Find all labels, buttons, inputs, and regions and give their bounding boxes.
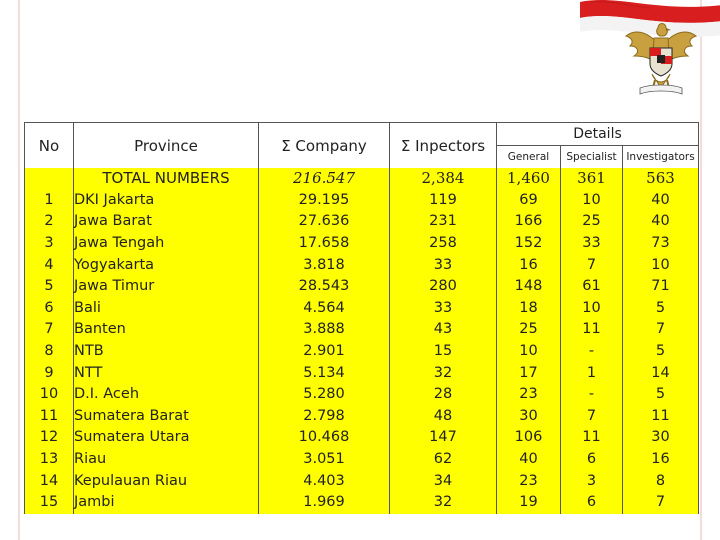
row-no: 2	[25, 211, 74, 233]
table-row	[25, 492, 699, 514]
row-province: D.I. Aceh	[74, 384, 259, 406]
row-inspectors: 34	[390, 470, 497, 492]
row-investigators: 40	[623, 190, 699, 212]
total-inspectors: 2,384	[390, 168, 497, 190]
row-province: Jawa Timur	[74, 276, 259, 298]
row-general: 69	[497, 190, 561, 212]
row-specialist: 11	[561, 319, 623, 341]
row-investigators: 7	[623, 492, 699, 514]
row-no: 15	[25, 492, 74, 514]
row-company: 1.969	[259, 492, 390, 514]
row-company: 27.636	[259, 211, 390, 233]
row-general: 30	[497, 406, 561, 428]
total-investigators: 563	[623, 168, 699, 190]
row-inspectors: 119	[390, 190, 497, 212]
row-inspectors: 43	[390, 319, 497, 341]
row-general: 10	[497, 341, 561, 363]
row-no: 11	[25, 406, 74, 428]
row-no: 6	[25, 298, 74, 320]
row-company: 28.543	[259, 276, 390, 298]
row-inspectors: 15	[390, 341, 497, 363]
row-specialist: 6	[561, 492, 623, 514]
table-row	[25, 276, 699, 298]
row-investigators: 14	[623, 362, 699, 384]
row-general: 25	[497, 319, 561, 341]
row-no: 3	[25, 233, 74, 255]
row-specialist: 33	[561, 233, 623, 255]
header-details: Details	[497, 123, 699, 146]
table-row	[25, 233, 699, 255]
row-no: 14	[25, 470, 74, 492]
row-inspectors: 147	[390, 427, 497, 449]
row-general: 18	[497, 298, 561, 320]
row-province: NTB	[74, 341, 259, 363]
row-inspectors: 33	[390, 298, 497, 320]
row-general: 19	[497, 492, 561, 514]
row-province: Jawa Barat	[74, 211, 259, 233]
header-investigators: Investigators	[623, 146, 699, 169]
row-specialist: 10	[561, 190, 623, 212]
row-province: NTT	[74, 362, 259, 384]
table-row	[25, 362, 699, 384]
row-company: 4.564	[259, 298, 390, 320]
garuda-emblem-icon	[622, 18, 700, 100]
row-investigators: 73	[623, 233, 699, 255]
table-row	[25, 341, 699, 363]
row-general: 148	[497, 276, 561, 298]
row-investigators: 8	[623, 470, 699, 492]
row-specialist: 7	[561, 406, 623, 428]
row-inspectors: 32	[390, 362, 497, 384]
header-inspectors: Σ Inpectors	[390, 123, 497, 169]
row-inspectors: 28	[390, 384, 497, 406]
table-row	[25, 298, 699, 320]
row-investigators: 71	[623, 276, 699, 298]
total-row	[25, 168, 699, 190]
row-company: 5.134	[259, 362, 390, 384]
row-province: Yogyakarta	[74, 254, 259, 276]
row-province: DKI Jakarta	[74, 190, 259, 212]
row-general: 40	[497, 449, 561, 471]
row-general: 166	[497, 211, 561, 233]
row-specialist: 10	[561, 298, 623, 320]
table-row	[25, 211, 699, 233]
row-province: Sumatera Utara	[74, 427, 259, 449]
row-inspectors: 231	[390, 211, 497, 233]
row-general: 23	[497, 470, 561, 492]
row-province: Bali	[74, 298, 259, 320]
row-no: 5	[25, 276, 74, 298]
table-row	[25, 406, 699, 428]
row-no: 1	[25, 190, 74, 212]
row-company: 5.280	[259, 384, 390, 406]
row-no: 7	[25, 319, 74, 341]
row-general: 17	[497, 362, 561, 384]
row-company: 3.888	[259, 319, 390, 341]
row-general: 23	[497, 384, 561, 406]
row-company: 3.051	[259, 449, 390, 471]
row-province: Jambi	[74, 492, 259, 514]
total-specialist: 361	[561, 168, 623, 190]
table-row	[25, 190, 699, 212]
row-province: Riau	[74, 449, 259, 471]
total-general: 1,460	[497, 168, 561, 190]
row-inspectors: 280	[390, 276, 497, 298]
row-inspectors: 33	[390, 254, 497, 276]
row-investigators: 5	[623, 341, 699, 363]
row-company: 10.468	[259, 427, 390, 449]
row-inspectors: 258	[390, 233, 497, 255]
row-company: 2.798	[259, 406, 390, 428]
row-specialist: 3	[561, 470, 623, 492]
row-province: Kepulauan Riau	[74, 470, 259, 492]
row-no: 13	[25, 449, 74, 471]
row-specialist: -	[561, 341, 623, 363]
row-investigators: 5	[623, 298, 699, 320]
row-specialist: 25	[561, 211, 623, 233]
inspectors-table	[24, 122, 699, 514]
row-inspectors: 32	[390, 492, 497, 514]
row-inspectors: 48	[390, 406, 497, 428]
row-general: 152	[497, 233, 561, 255]
row-general: 106	[497, 427, 561, 449]
row-investigators: 30	[623, 427, 699, 449]
table-row	[25, 449, 699, 471]
left-decorative-rule	[18, 0, 20, 540]
table-row	[25, 470, 699, 492]
row-no: 12	[25, 427, 74, 449]
right-decorative-rule	[700, 0, 702, 540]
header-province: Province	[74, 123, 259, 169]
table-row	[25, 319, 699, 341]
row-province: Jawa Tengah	[74, 233, 259, 255]
row-no: 10	[25, 384, 74, 406]
row-no: 9	[25, 362, 74, 384]
row-investigators: 16	[623, 449, 699, 471]
row-specialist: 1	[561, 362, 623, 384]
row-specialist: 7	[561, 254, 623, 276]
row-province: Banten	[74, 319, 259, 341]
row-specialist: -	[561, 384, 623, 406]
row-province: Sumatera Barat	[74, 406, 259, 428]
row-specialist: 11	[561, 427, 623, 449]
header-company: Σ Company	[259, 123, 390, 169]
row-investigators: 5	[623, 384, 699, 406]
row-company: 3.818	[259, 254, 390, 276]
row-investigators: 40	[623, 211, 699, 233]
row-inspectors: 62	[390, 449, 497, 471]
row-company: 2.901	[259, 341, 390, 363]
header-no: No	[25, 123, 74, 169]
table-row	[25, 384, 699, 406]
header-general: General	[497, 146, 561, 169]
header-row	[25, 123, 699, 146]
row-investigators: 11	[623, 406, 699, 428]
total-company: 216.547	[259, 168, 390, 190]
row-company: 29.195	[259, 190, 390, 212]
total-label: TOTAL NUMBERS	[74, 168, 259, 190]
row-specialist: 6	[561, 449, 623, 471]
row-investigators: 7	[623, 319, 699, 341]
total-no-cell	[25, 168, 74, 190]
row-specialist: 61	[561, 276, 623, 298]
header-specialist: Specialist	[561, 146, 623, 169]
row-no: 8	[25, 341, 74, 363]
table-row	[25, 254, 699, 276]
row-company: 4.403	[259, 470, 390, 492]
row-company: 17.658	[259, 233, 390, 255]
table-row	[25, 427, 699, 449]
row-general: 16	[497, 254, 561, 276]
row-investigators: 10	[623, 254, 699, 276]
row-no: 4	[25, 254, 74, 276]
